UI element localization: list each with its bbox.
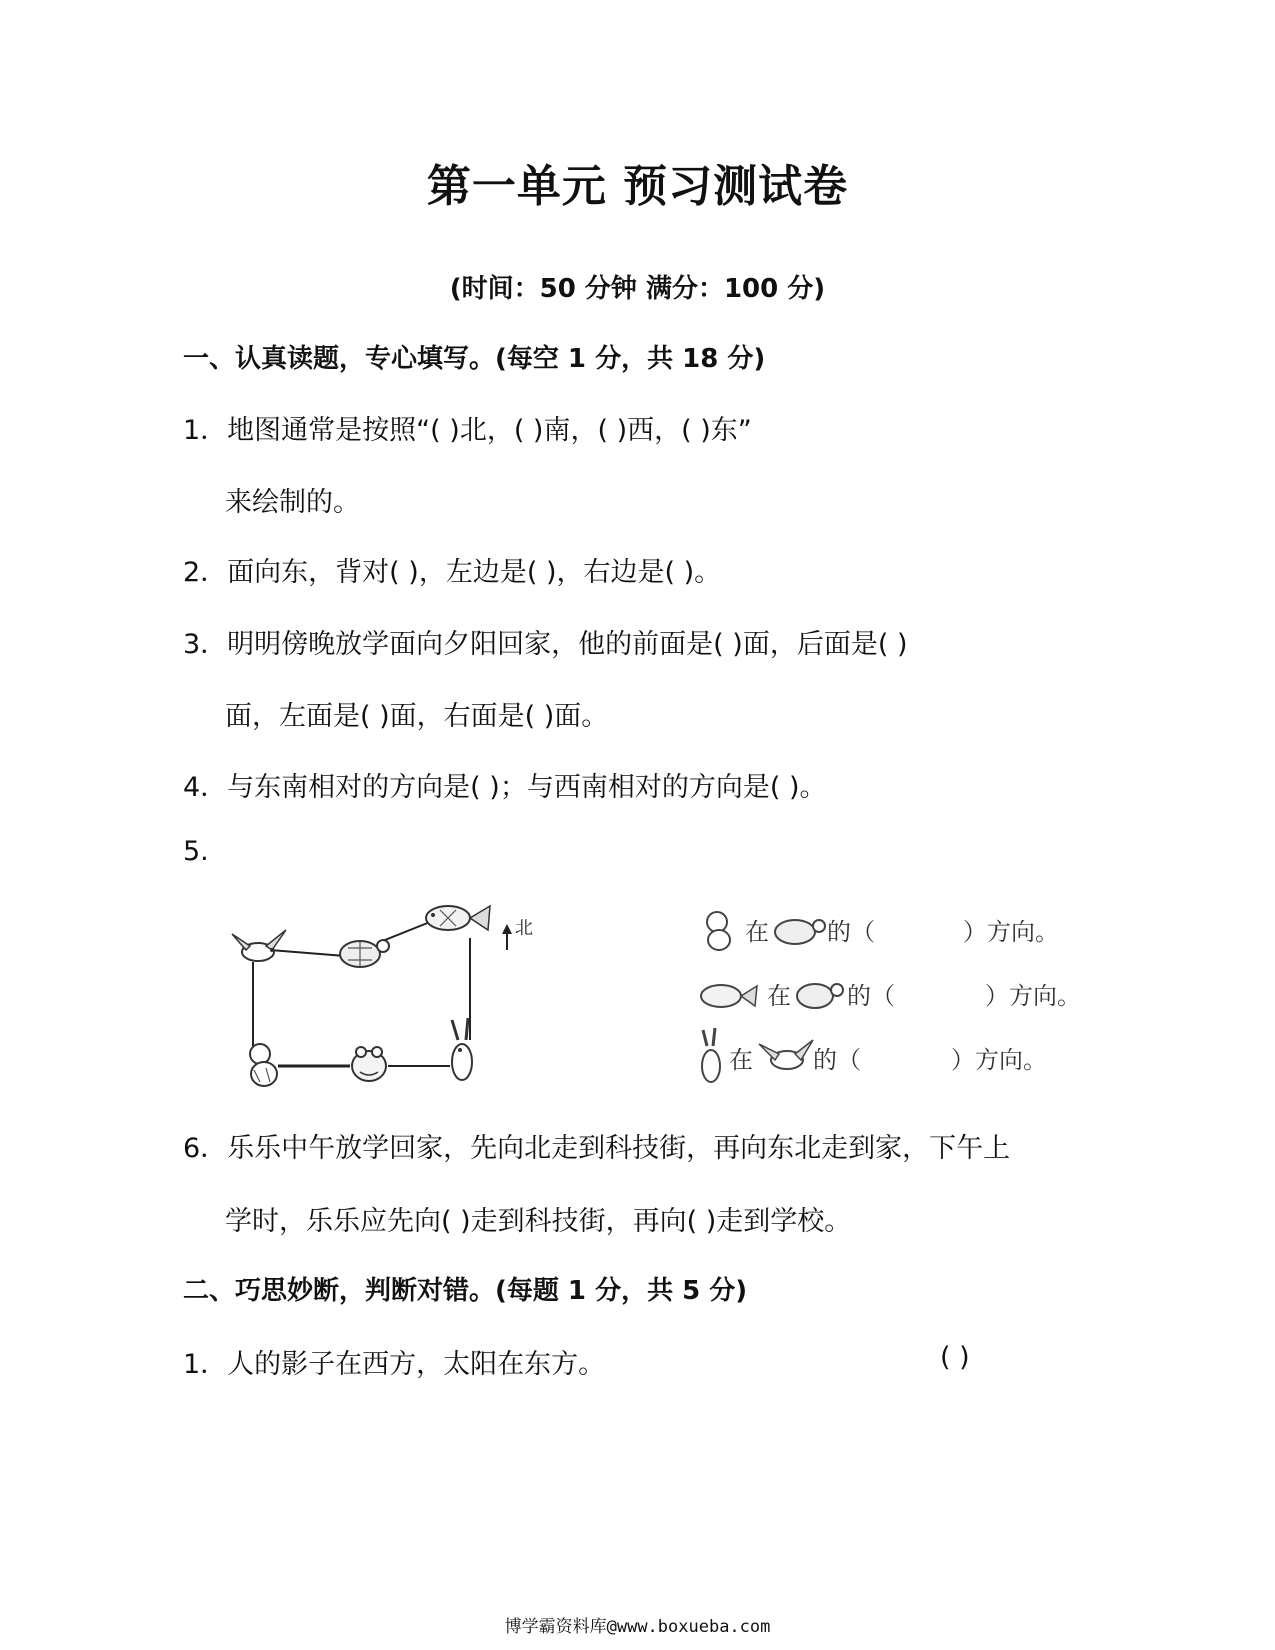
exam-info: (时间：50 分钟 满分：100 分) (449, 274, 826, 304)
section2-heading: 二、巧思妙断，判断对错。(每题 1 分，共 5 分) (183, 1276, 748, 1306)
turtle-icon (340, 940, 389, 967)
fish-icon (701, 985, 757, 1007)
rabbit-icon (702, 1028, 720, 1082)
word-direction: ）方向。 (951, 1046, 1047, 1074)
word-of: 的（ (827, 918, 875, 946)
bird-icon (759, 1040, 813, 1069)
word-direction: ）方向。 (985, 982, 1081, 1010)
word-in: 在 (767, 982, 791, 1010)
north-arrow-icon (502, 924, 512, 950)
word-in: 在 (729, 1046, 753, 1074)
question-1-line-1: 1．地图通常是按照“( )北，( )南，( )西，( )东” (183, 415, 752, 446)
page-title: 第一单元 预习测试卷 (426, 161, 849, 212)
question-3-line-1: 3．明明傍晚放学面向夕阳回家，他的前面是( )面，后面是( ) (183, 629, 908, 660)
bird-icon (232, 930, 286, 961)
question-6-line-2: 学时，乐乐应先向( )走到科技街，再向( )走到学校。 (225, 1206, 852, 1237)
statement-row-1 (707, 912, 1059, 950)
word-of: 的（ (847, 982, 895, 1010)
north-label: 北 (515, 918, 533, 939)
question-3-line-2: 面，左面是( )面，右面是( )面。 (225, 701, 609, 732)
word-in: 在 (745, 918, 769, 946)
turtle-icon (797, 984, 843, 1008)
footer-watermark: 博学霸资料库@www.boxueba.com (504, 1617, 771, 1637)
map-path-turtle-fish (380, 920, 435, 942)
tiger-icon (250, 1044, 277, 1086)
word-of: 的（ (813, 1046, 861, 1074)
judgment-answer-bracket: ( ) (940, 1342, 970, 1373)
word-direction: ）方向。 (963, 918, 1059, 946)
question-6-line-1: 6．乐乐中午放学回家，先向北走到科技街，再向东北走到家，下午上 (183, 1133, 1011, 1164)
section1-heading: 一、认真读题，专心填写。(每空 1 分，共 18 分) (183, 344, 766, 374)
turtle-icon (775, 920, 825, 944)
question-2: 2．面向东，背对( )，左边是( )，右边是( )。 (183, 557, 722, 588)
direction-statements (695, 900, 1095, 1100)
statement-row-3 (702, 1028, 1047, 1082)
frog-icon (352, 1047, 386, 1081)
question-1-line-2: 来绘制的。 (225, 487, 360, 518)
judgment-question-1: 1．人的影子在西方，太阳在东方。 (183, 1349, 606, 1380)
tiger-icon (707, 912, 730, 950)
direction-map-figure (220, 890, 550, 1100)
question-4: 4．与东南相对的方向是( )；与西南相对的方向是( )。 (183, 772, 827, 803)
statement-row-2 (701, 982, 1081, 1010)
map-path-bird-turtle (270, 950, 345, 956)
question-5-number: 5. (183, 836, 209, 867)
fish-icon (426, 906, 490, 930)
